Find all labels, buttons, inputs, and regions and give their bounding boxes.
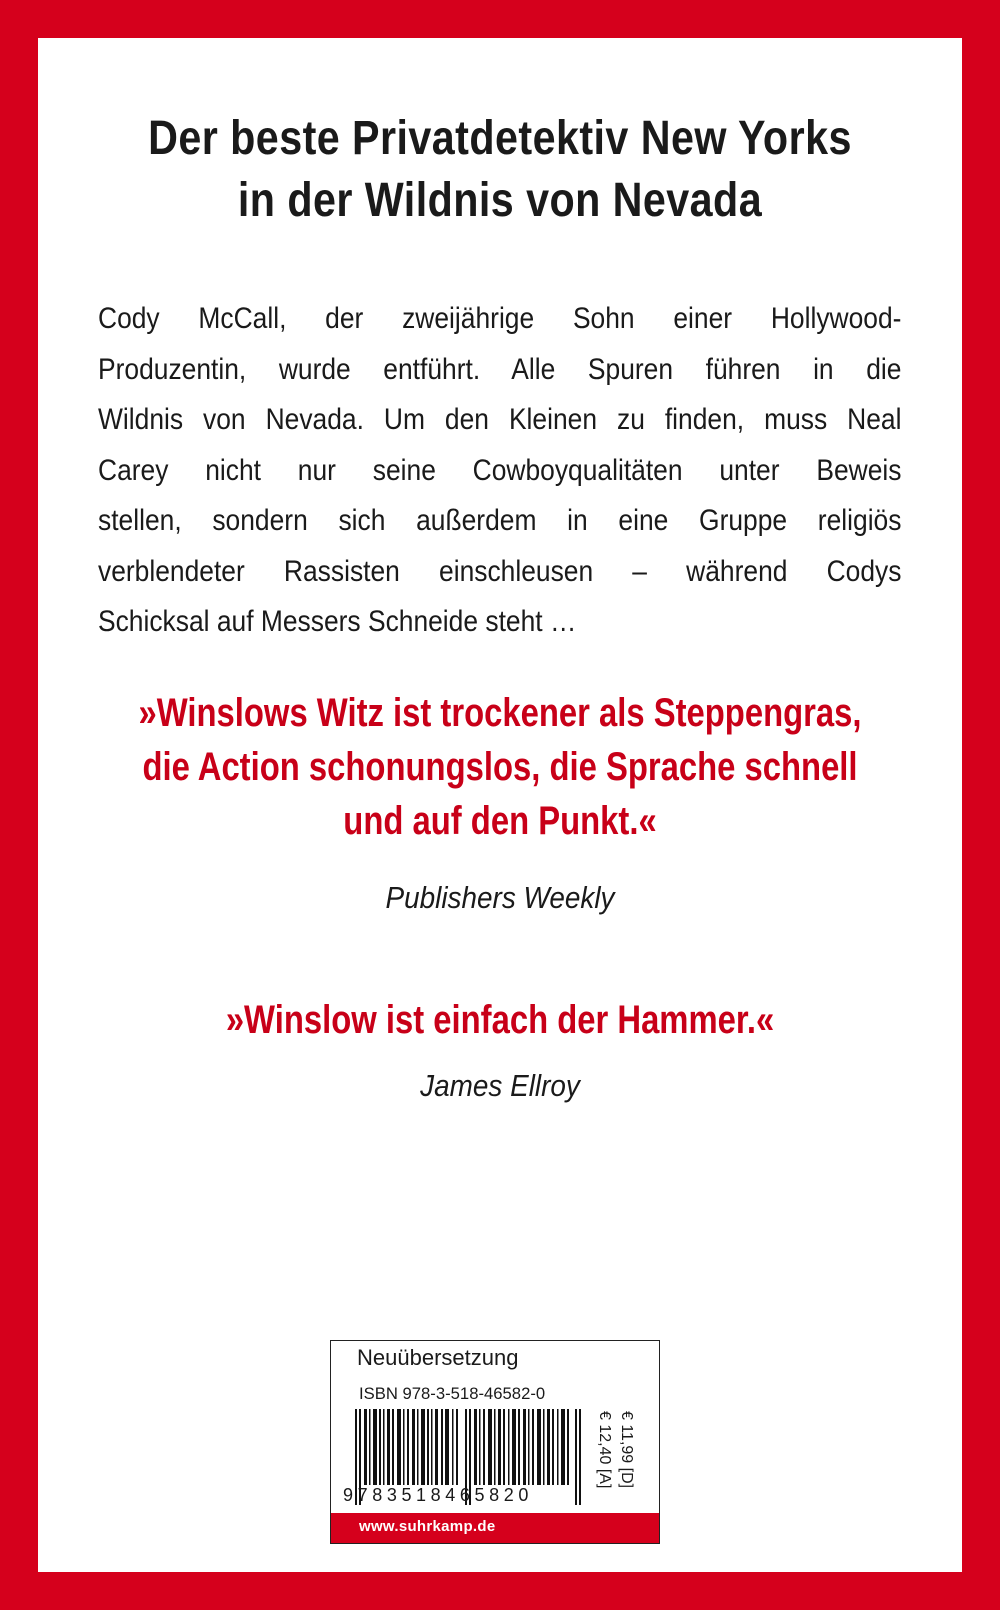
back-cover-page (38, 38, 962, 1572)
edition-label: Neuübersetzung (357, 1345, 519, 1370)
quote-line: »Winslows Witz ist trockener als Steppengras, (138, 691, 862, 735)
blurb-paragraph (98, 294, 902, 648)
review-quote-1 (38, 686, 962, 848)
quote-attribution-1: Publishers Weekly (385, 880, 615, 915)
blurb-line: stellen, sondern sich außerdem in eine Gruppe religiös (98, 504, 902, 537)
blurb-line: verblendeter Rassisten einschleusen – während Codys (98, 554, 902, 588)
blurb-line: Schicksal auf Messers Schneide steht … (98, 605, 577, 638)
publisher-footer (331, 1513, 659, 1543)
isbn-text: ISBN 978-3-518-46582-0 (359, 1384, 546, 1403)
price-austria: € 12,40 [A] (596, 1411, 613, 1489)
quote-line: und auf den Punkt.« (343, 799, 657, 843)
quote-attribution-2: James Ellroy (420, 1068, 580, 1103)
blurb-line: Wildnis von Nevada. Um den Kleinen zu finden, muss Neal (98, 403, 902, 436)
price-germany: € 11,99 [D] (618, 1411, 635, 1489)
quote-line: die Action schonungslos, die Sprache schnell (142, 745, 858, 789)
headline-line-2: in der Wildnis von Nevada (237, 174, 763, 227)
review-quote-2 (38, 993, 962, 1047)
headline-line-1: Der beste Privatdetektiv New Yorks (148, 112, 852, 165)
headline (70, 108, 930, 232)
barcode-digits: 9783518465820 (343, 1485, 533, 1505)
blurb-line: Produzentin, wurde entführt. Alle Spuren führen in die (98, 352, 902, 386)
barcode-box (330, 1340, 660, 1544)
quote-line: »Winslow ist einfach der Hammer.« (225, 998, 775, 1042)
blurb-line: Carey nicht nur seine Cowboyqualitäten unter Beweis (98, 453, 902, 487)
blurb-line: Cody McCall, der zweijährige Sohn einer Hollywood- (98, 302, 902, 335)
price-block (589, 1411, 655, 1511)
publisher-url: www.suhrkamp.de (359, 1518, 496, 1535)
